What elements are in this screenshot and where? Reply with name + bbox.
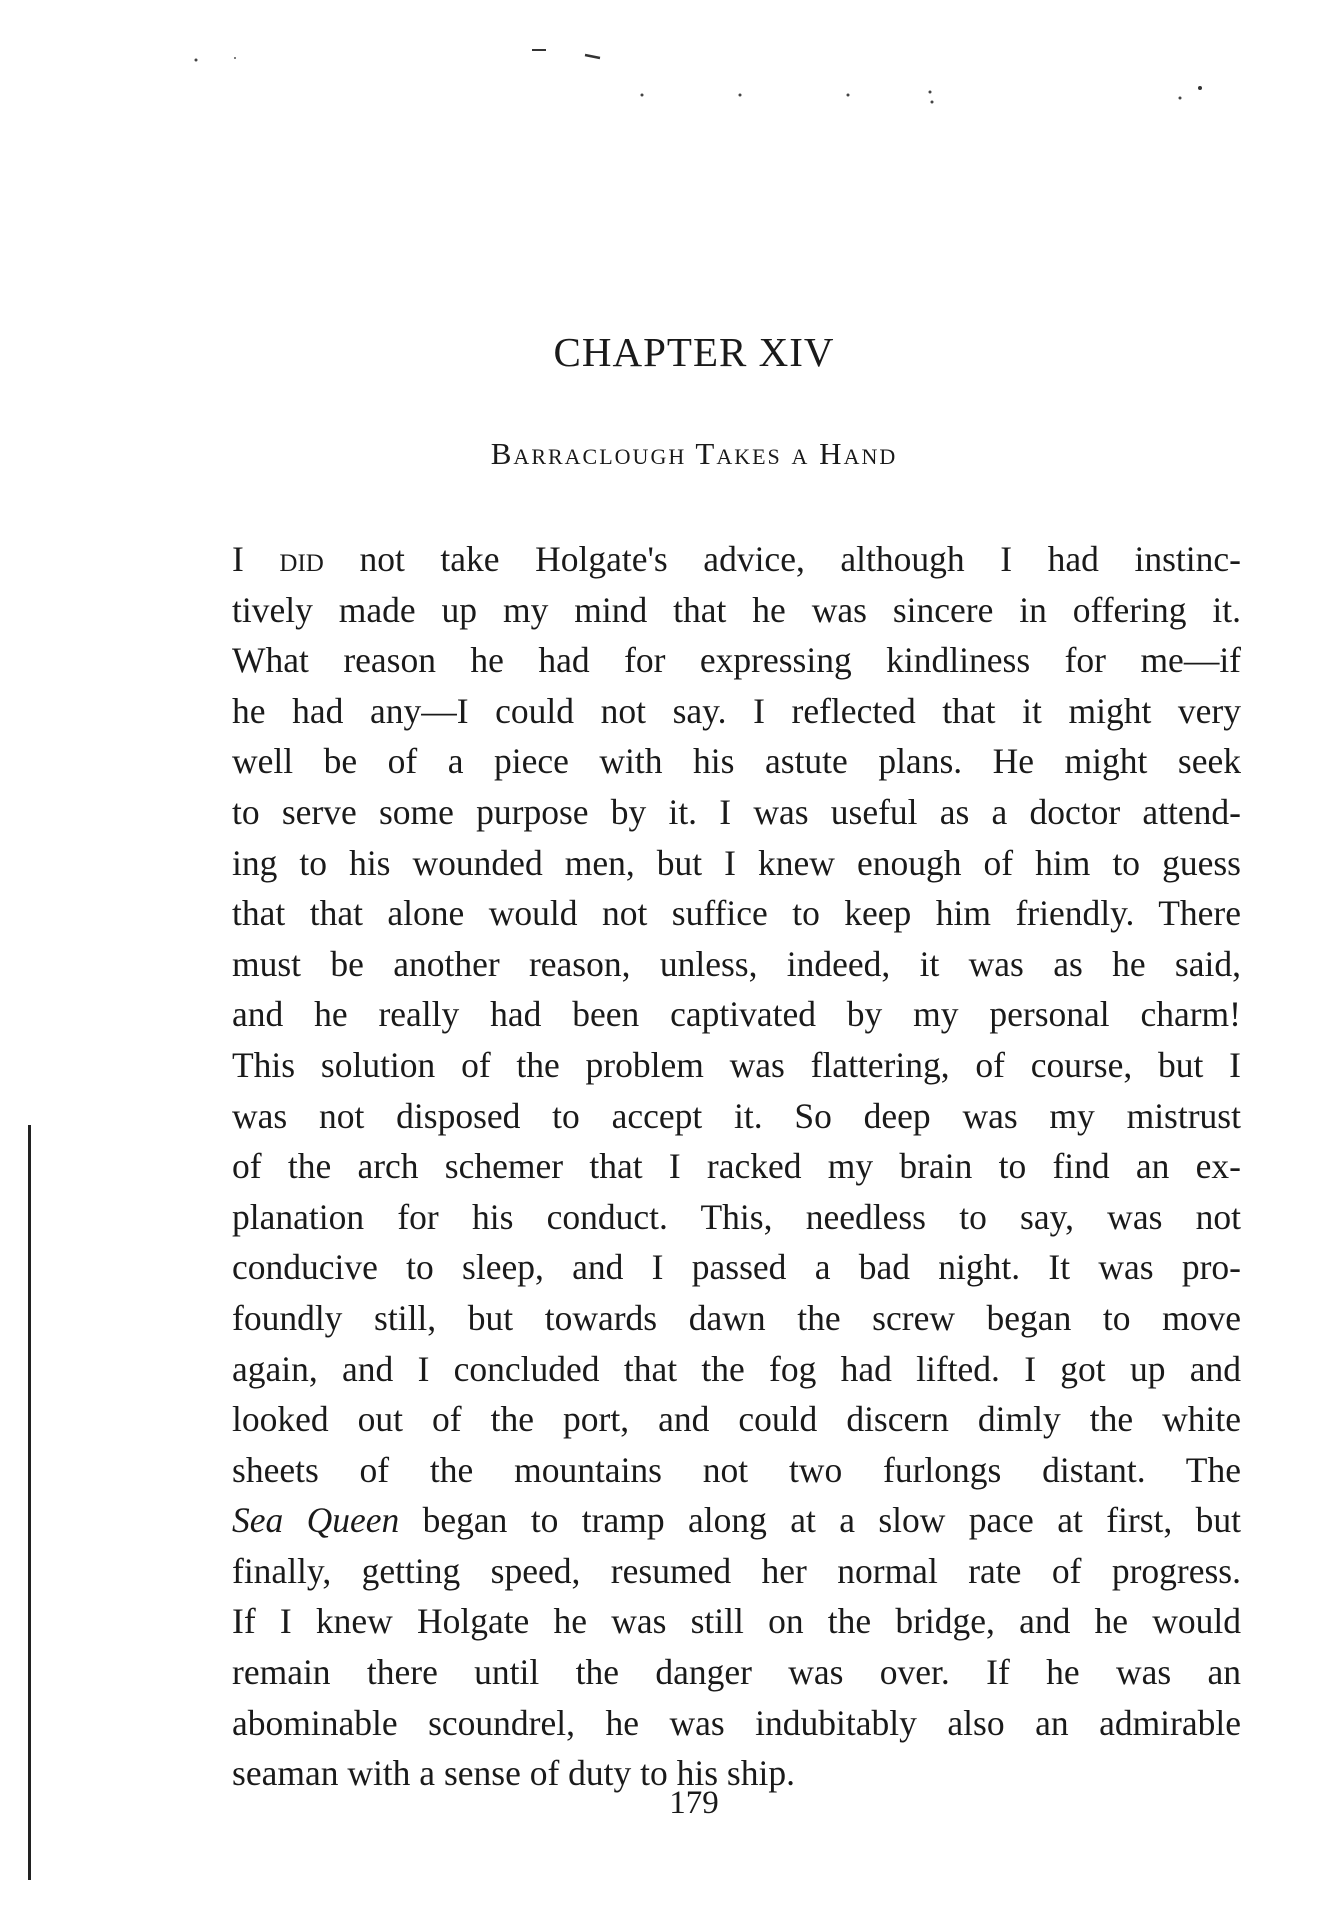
body-line: planation for his conduct. This, needless to say, was not	[232, 1196, 1241, 1237]
body-line: abominable scoundrel, he was indubitably also an admirable	[232, 1702, 1241, 1743]
body-line-last: seaman with a sense of duty to his ship.	[232, 1753, 795, 1794]
body-line: What reason he had for expressing kindliness for me—if	[232, 640, 1241, 681]
page-number: 179	[669, 1785, 719, 1821]
opening-rest: not take Holgate's advice, although I had instinc-	[323, 539, 1241, 579]
opening-small-caps: did	[279, 539, 324, 579]
body-line-opening	[232, 534, 1241, 585]
body-line: If I knew Holgate he was still on the bridge, and he would	[232, 1601, 1241, 1642]
body-line: tively made up my mind that he was sincere in offering it.	[232, 589, 1241, 630]
scan-specks	[0, 0, 1328, 140]
body-line: to serve some purpose by it. I was useful as a doctor attend-	[232, 791, 1241, 832]
chapter-subtitle: Barraclough Takes a Hand	[490, 436, 898, 471]
body-line: that that alone would not suffice to keep him friendly. There	[232, 893, 1241, 934]
body-line: ing to his wounded men, but I knew enough of him to guess	[232, 842, 1241, 883]
body-line-ship	[232, 1495, 1241, 1546]
chapter-title: CHAPTER XIV	[553, 329, 835, 375]
body-line: finally, getting speed, resumed her normal rate of progress.	[232, 1550, 1241, 1591]
body-line: This solution of the problem was flattering, of course, but I	[232, 1044, 1241, 1085]
opening-first-word: I	[232, 539, 244, 579]
binding-edge	[28, 1125, 31, 1880]
body-line: and he really had been captivated by my personal charm!	[232, 994, 1241, 1035]
body-line: foundly still, but towards dawn the screw began to move	[232, 1297, 1241, 1338]
ship-line-rest: began to tramp along at a slow pace at first, but	[399, 1500, 1241, 1541]
body-line: conducive to sleep, and I passed a bad night. It was pro-	[232, 1247, 1241, 1288]
body-line: of the arch schemer that I racked my brain to find an ex-	[232, 1146, 1241, 1187]
body-line: remain there until the danger was over. If he was an	[232, 1652, 1241, 1693]
body-line: was not disposed to accept it. So deep was my mistrust	[232, 1095, 1241, 1136]
body-line: sheets of the mountains not two furlongs distant. The	[232, 1449, 1241, 1490]
chapter-body	[232, 534, 1241, 1799]
body-line: looked out of the port, and could discern dimly the white	[232, 1399, 1241, 1440]
body-line: again, and I concluded that the fog had lifted. I got up and	[232, 1348, 1241, 1389]
ship-name: Sea Queen	[232, 1500, 400, 1541]
body-line: well be of a piece with his astute plans. He might seek	[232, 741, 1241, 782]
body-line: he had any—I could not say. I reflected that it might very	[232, 690, 1241, 731]
body-line: must be another reason, unless, indeed, it was as he said,	[232, 943, 1241, 984]
